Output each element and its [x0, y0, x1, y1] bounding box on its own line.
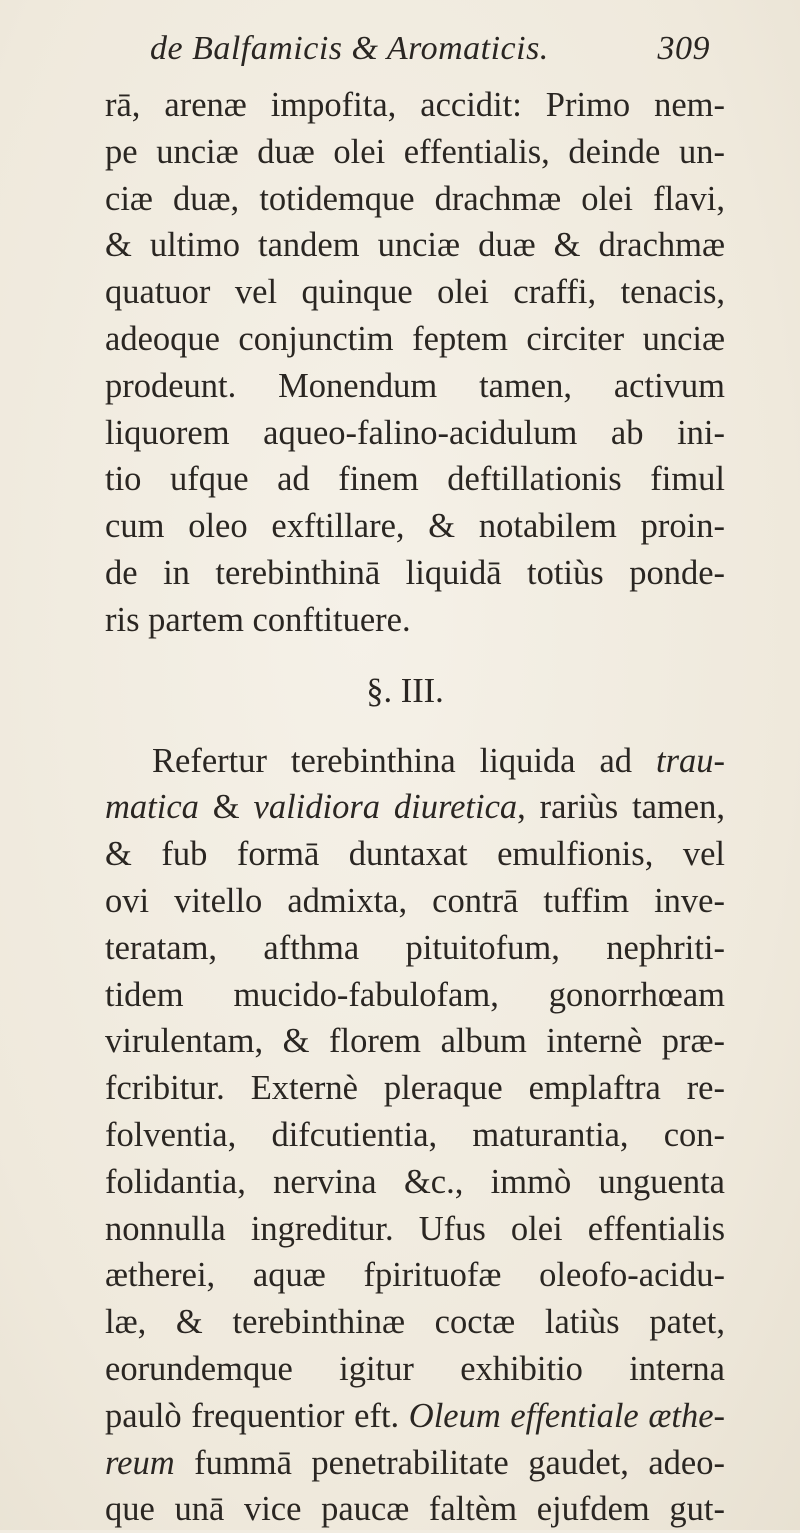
text-line: rā, arenæ impofita, accidit: Primo nem-: [105, 86, 725, 124]
text-line: que unā vice paucæ faltèm ejufdem gut-: [105, 1490, 725, 1529]
italic-term: validiora diuretica: [253, 788, 518, 827]
text-segment: fummā penetrabilitate gaudet, adeo-: [174, 1443, 725, 1482]
text-line: & fub formā duntaxat emulfionis, vel: [105, 835, 725, 874]
text-line: nonnulla ingreditur. Ufus olei effentialis: [105, 1209, 725, 1248]
section-heading: §. III.: [366, 671, 444, 710]
text-line: folidantia, nervina &c., immò unguenta: [105, 1162, 725, 1201]
text-line: & ultimo tandem unciæ duæ & drachmæ: [105, 226, 725, 265]
text-line: liquorem aqueo-falino-acidulum ab ini-: [105, 413, 725, 452]
text-line: cum oleo exftillare, & notabilem proin-: [105, 507, 725, 546]
text-line: ovi vitello admixta, contrā tuffim inve-: [105, 881, 725, 920]
italic-term: Oleum effentiale æthe-: [408, 1396, 726, 1435]
italic-term: matica: [105, 788, 199, 827]
italic-term: reum: [105, 1443, 175, 1482]
text-line: ris partem conftituere.: [105, 600, 411, 639]
text-line: [105, 738, 725, 785]
text-segment: , rariùs tamen,: [517, 788, 725, 827]
italic-term: trau-: [656, 741, 725, 780]
text-segment: paulò frequentior eft.: [105, 1396, 409, 1435]
body-text: [105, 82, 725, 1533]
text-line: quatuor vel quinque olei craffi, tenacis,: [105, 273, 725, 312]
text-line: teratam, afthma pituitofum, nephriti-: [105, 928, 725, 967]
page-header: [150, 30, 710, 80]
text-line: eorundemque igitur exhibitio interna: [105, 1349, 725, 1388]
text-line: de in terebinthinā liquidā totiùs ponde-: [105, 553, 725, 592]
text-line: [105, 1440, 725, 1487]
text-line: prodeunt. Monendum tamen, activum: [105, 366, 725, 405]
text-line: fcribitur. Externè pleraque emplaftra re-: [105, 1069, 725, 1108]
text-line: tio ufque ad finem deftillationis fimul: [105, 460, 725, 499]
text-line: læ, & terebinthinæ coctæ latiùs patet,: [105, 1303, 725, 1342]
text-line: ætherei, aquæ fpirituofæ oleofo-acidu-: [105, 1256, 725, 1295]
text-line: tidem mucido-fabulofam, gonorrhœam: [105, 975, 725, 1014]
text-line: [105, 784, 725, 831]
text-line: [105, 1393, 725, 1440]
running-title: de Balfamicis & Aromaticis.: [150, 30, 549, 67]
text-line: folventia, difcutientia, maturantia, con-: [105, 1115, 725, 1154]
text-segment: Refertur terebinthina liquida ad: [152, 741, 656, 780]
text-segment: &: [198, 788, 254, 827]
text-line: pe unciæ duæ olei effentialis, deinde un-: [105, 132, 725, 171]
text-line: virulentam, & florem album internè præ-: [105, 1022, 725, 1061]
text-line: ciæ duæ, totidemque drachmæ olei flavi,: [105, 179, 725, 218]
page-number: 309: [657, 30, 710, 67]
text-line: adeoque conjunctim feptem circiter unciæ: [105, 319, 725, 358]
